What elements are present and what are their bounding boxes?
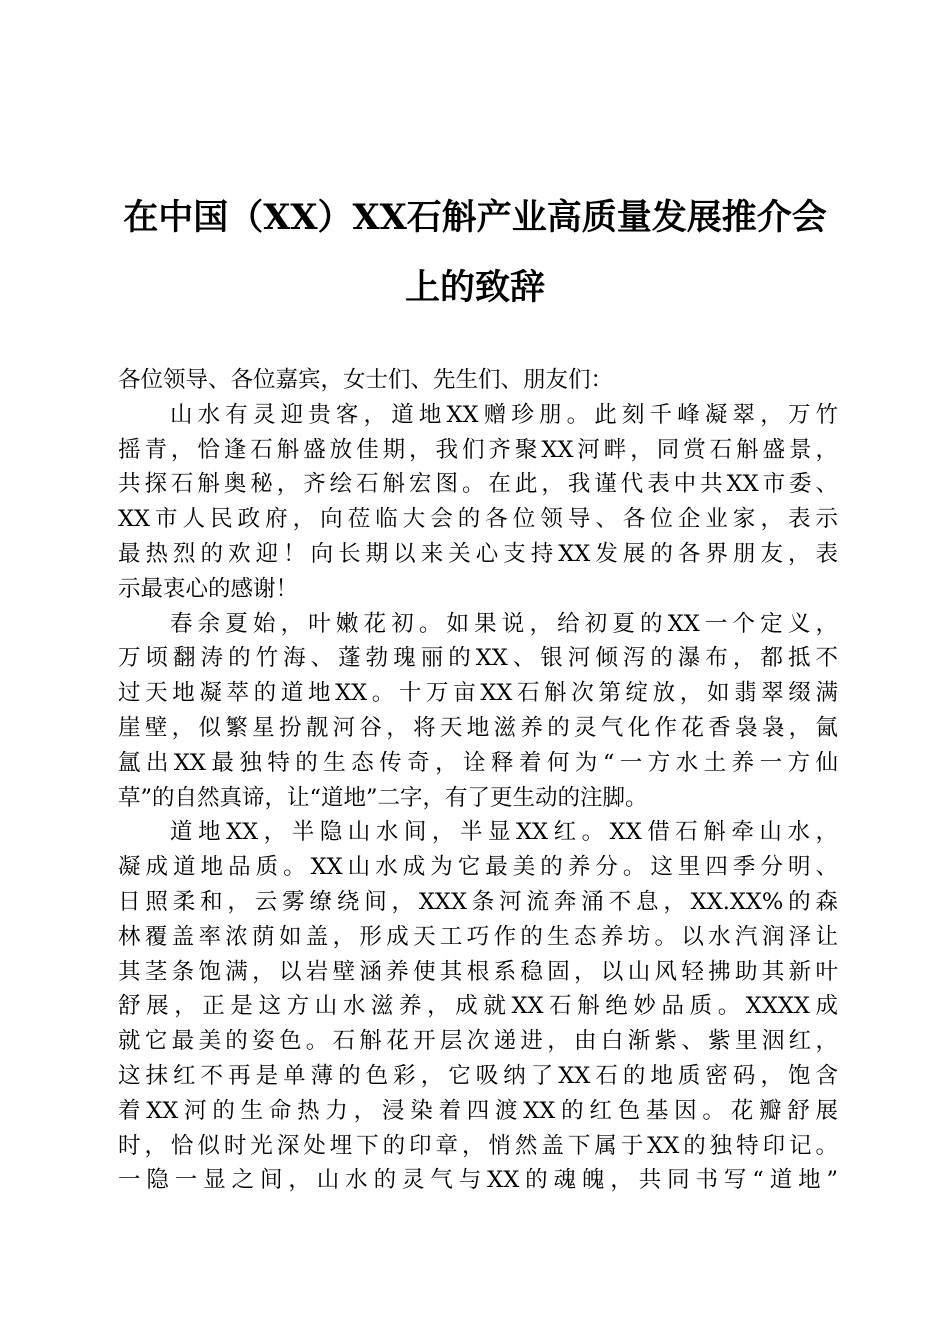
text-line: 过天地凝萃的道地XX。十万亩XX石斛次第绽放，如翡翠缀满 bbox=[118, 680, 838, 707]
text-line: 摇青，恰逢石斛盛放佳期，我们齐聚XX河畔，同赏石斛盛景， bbox=[118, 436, 838, 463]
text-line: 就它最美的姿色。石斛花开层次递进，由白渐紫、紫里洇红， bbox=[118, 1028, 838, 1055]
text-line: 着XX河的生命热力，浸染着四渡XX的红色基因。花瓣舒展 bbox=[118, 1097, 838, 1124]
text-line: 共探石斛奥秘，齐绘石斛宏图。在此，我谨代表中共XX市委、 bbox=[118, 471, 838, 498]
text-line: 林覆盖率浓荫如盖，形成天工巧作的生态养坊。以水汽润泽让 bbox=[118, 923, 838, 950]
document-title-line-2: 上的致辞 bbox=[404, 267, 545, 308]
text-line: 崖壁，似繁星扮靓河谷，将天地滋养的灵气化作花香袅袅，氤 bbox=[118, 714, 838, 741]
text-line: 日照柔和，云雾缭绕间，XXX条河流奔涌不息，XX.XX%的森 bbox=[118, 888, 838, 915]
text-line: 一隐一显之间，山水的灵气与XX的魂魄，共同书写“道地” bbox=[118, 1167, 838, 1194]
text-line: 草”的自然真谛，让“道地”二字，有了更生动的注脚。 bbox=[118, 784, 648, 811]
text-line: XX市人民政府，向莅临大会的各位领导、各位企业家，表示 bbox=[118, 506, 838, 533]
paragraph-3 bbox=[118, 815, 838, 1198]
text-line: 其茎条饱满，以岩壁涵养使其根系稳固，以山风轻拂助其新叶 bbox=[118, 958, 838, 985]
paragraph-2 bbox=[118, 607, 838, 816]
text-line: 春余夏始，叶嫩花初。如果说，给初夏的XX一个定义， bbox=[170, 610, 838, 637]
text-line: 道地XX，半隐山水间，半显XX红。XX借石斛牵山水， bbox=[170, 819, 838, 846]
text-line: 凝成道地品质。XX山水成为它最美的养分。这里四季分明、 bbox=[118, 854, 838, 881]
paragraph-1 bbox=[118, 398, 838, 607]
document-body bbox=[118, 363, 838, 1198]
document-title-line-1: 在中国（XX）XX石斛产业高质量发展推介会 bbox=[123, 197, 827, 238]
text-line: 示最衷心的感谢！ bbox=[118, 575, 299, 602]
text-line: 山水有灵迎贵客，道地XX赠珍朋。此刻千峰凝翠，万竹 bbox=[170, 401, 838, 428]
text-line: 舒展，正是这方山水滋养，成就XX石斛绝妙品质。XXXX成 bbox=[118, 993, 838, 1020]
text-line: 这抹红不再是单薄的色彩，它吸纳了XX石的地质密码，饱含 bbox=[118, 1062, 838, 1089]
text-line: 时，恰似时光深处埋下的印章，悄然盖下属于XX的独特印记。 bbox=[118, 1132, 838, 1159]
greeting: 各位领导、各位嘉宾，女士们、先生们、朋友们： bbox=[118, 367, 614, 393]
text-line: 最热烈的欢迎！向长期以来关心支持XX发展的各界朋友，表 bbox=[118, 540, 838, 567]
text-line: 万顷翻涛的竹海、蓬勃瑰丽的XX、银河倾泻的瀑布，都抵不 bbox=[118, 645, 838, 672]
text-line: 氲出XX最独特的生态传奇，诠释着何为“一方水土养一方仙 bbox=[118, 749, 838, 776]
